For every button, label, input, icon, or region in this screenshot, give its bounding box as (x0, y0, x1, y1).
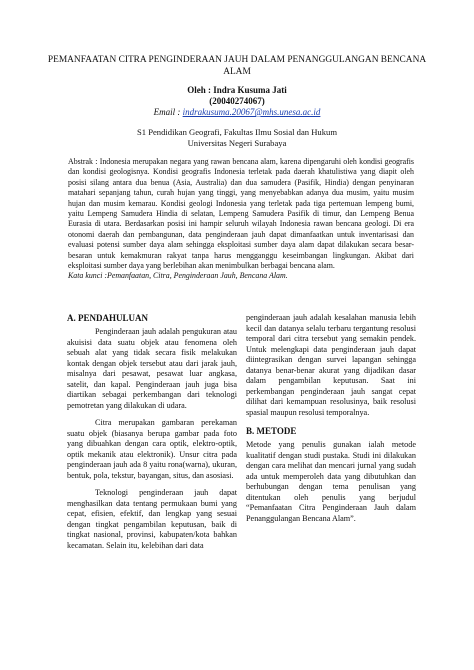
author-name: Oleh : Indra Kusuma Jati (187, 85, 287, 95)
keywords: Kata kunci :Pemanfaatan, Citra, Penginderaan Jauh, Bencana Alam. (68, 271, 288, 281)
affiliation-line-1: S1 Pendidikan Geografi, Fakultas Ilmu Sosial dan Hukum (136, 127, 338, 137)
author-block (40, 85, 434, 118)
paragraph: penginderaan jauh adalah kesalahan manusia lebih kecil dan datanya selalu terbaru tergantung resolusi temporal dari citra tersebut yang semakin pendek. Untuk melengkapi data penginderaan jauh dapat diintegrasikan dengan survei lapangan sehingga datanya benar-benar akurat yang dijadikan dasar dalam pengambilan keputusan. Saat ini perkembangan penginderaan jauh sangat cepat dilihat dari kemampuan resolusinya, baik resolusi spasial maupun resolusi temporalnya. (246, 313, 416, 417)
author-id: (20040274067) (209, 96, 265, 106)
paragraph: Penginderaan jauh adalah pengukuran atau akuisisi data suatu objek atau fenomena oleh sebuah alat yang tidak secara fisik melakukan kontak dengan objek tersebut atau dari jarak jauh, misalnya dari pesawat, pesawat luar angkasa, satelit, dan kapal. Penginderaan jauh juga bisa diartikan sebagai perkembangan dari teknologi pemotretan yang dilakukan di udara. (67, 327, 237, 410)
section-heading-pendahuluan: A. PENDAHULUAN (67, 313, 148, 323)
author-email (40, 107, 434, 118)
right-column (246, 313, 416, 524)
paragraph: Teknologi penginderaan jauh dapat menghasilkan data tentang permukaan bumi yang cepat, efisien, efektif, dan lengkap yang sesuai dengan tingkat pengambilan keputusan, baik di tingkat nasional, provinsi, kabupaten/kota bahkan kecamatan. Selain itu, kelebihan dari data (67, 488, 237, 550)
paragraph: Citra merupakan gambaran perekaman suatu objek (biasanya berupa gambar pada foto yang dibuahkan dengan cara optik, elektro-optik, optik mekanik atau elektronik). Unsur citra pada penginderaan jauh ada 8 yaitu rona(warna), ukuran, bentuk, pola, tekstur, bayangan, situs, dan asosiasi. (67, 418, 237, 480)
email-label: Email : (153, 107, 181, 117)
abstract (68, 157, 414, 282)
affiliation-line-2: Universitas Negeri Surabaya (187, 138, 287, 148)
abstract-text: Abstrak : Indonesia merupakan negara yang rawan bencana alam, karena dipengaruhi oleh kondisi geografis dan kondisi geologisnya. Kondisi geografis Indonesia terletak pada daerah khatulistiwa yang diapit oleh posisi silang antara dua benua (Asia, Australia) dan dua samudera (Pasifik, Hindia) dengan penyinaran matahari sepanjang tahun, curah hujan yang tinggi, yang menyebabkan adanya dua musim, yaitu musim hujan dan musim kemarau. Kondisi geologi Indonesia yang terletak pada tiga pertemuan lempeng bumi, yaitu Lempeng Samudera Hindia di selatan, Lempeng Samudera Pasifik di timur, dan Lempeng Benua Eurasia di utara. Berdasarkan posisi ini hampir seluruh wilayah Indonesia rawan bencana geologi. Di era otonomi daerah dan pembangunan, data penginderaan jauh dapat dimanfaatkan untuk inventarisasi dan evaluasi potensi sumber daya alam sehingga eksploitasi sumber daya alam dapat dilakukan secara besar-besaran untuk kemakmuran rakyat tanpa harus mengganggu keseimbangan lingkungan. Akibat dari eksploitasi sumber daya yang berlebihan akan menimbulkan berbagai bencana alam. (68, 157, 414, 271)
left-column (67, 313, 237, 551)
section-heading-metode: B. METODE (246, 426, 297, 436)
affiliation (40, 127, 434, 149)
paper-title: PEMANFAATAN CITRA PENGINDERAAN JAUH DALAM PENANGGULANGAN BENCANA ALAM (47, 55, 427, 77)
paragraph: Metode yang penulis gunakan ialah metode kualitatif dengan studi pustaka. Studi ini dilakukan dengan cara melihat dan mencari jurnal yang sudah ada untuk memperoleh data yang dibutuhkan dan berhubungan dengan tema penulisan yang ditentukan oleh penulis yang berjudul “Pemanfaatan Citra Penginderaan Jauh dalam Penanggulangan Bencana Alam”. (246, 440, 416, 523)
email-link[interactable]: indrakusuma.20067@mhs.unesa.ac.id (182, 107, 321, 117)
